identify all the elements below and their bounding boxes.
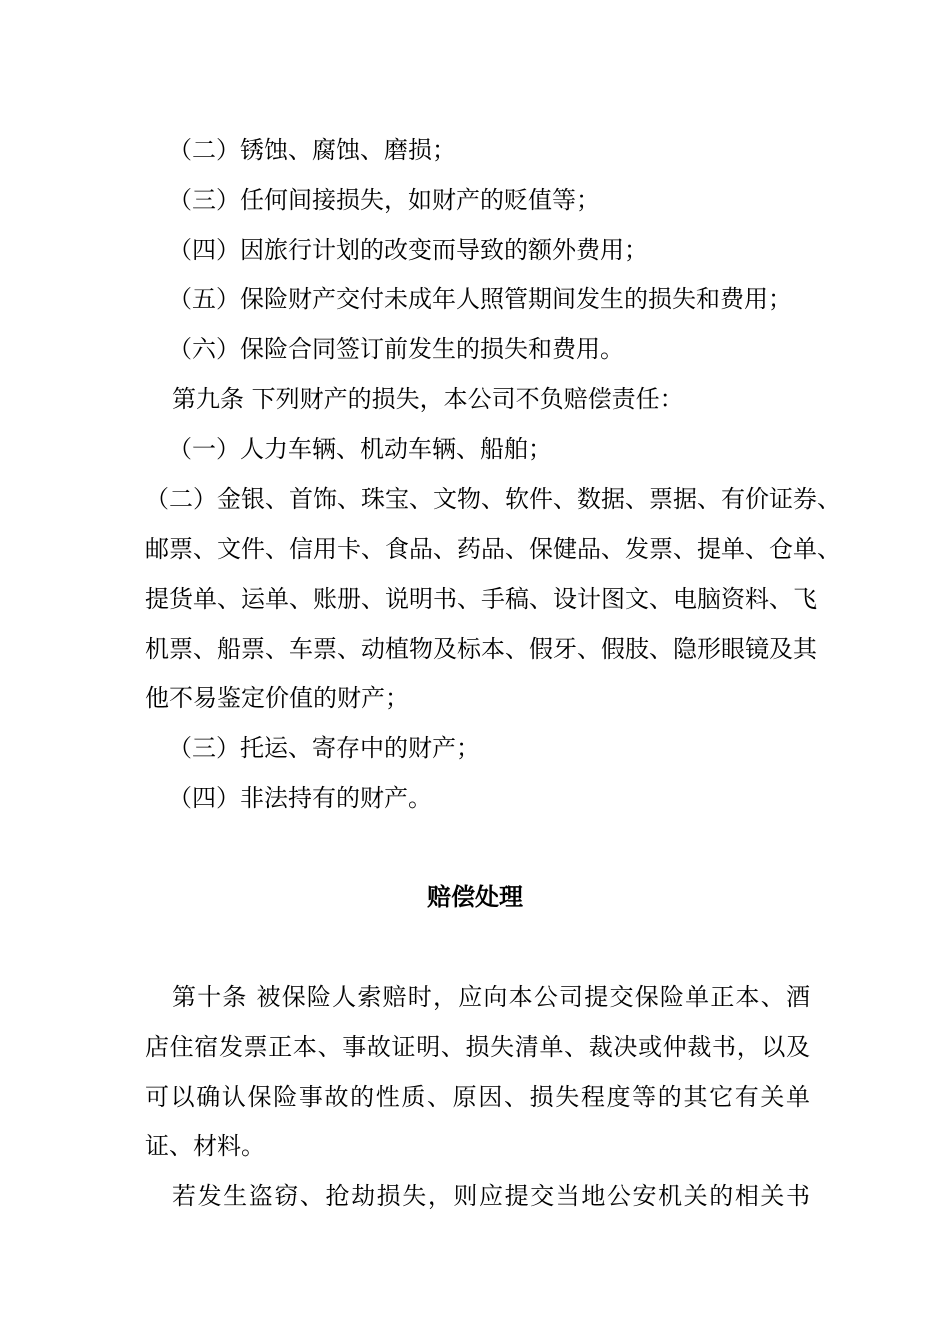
- article-9-item-1: （一）人力车辆、机动车辆、船舶；: [168, 435, 552, 463]
- article-10-theft-paragraph: 若发生盗窃、抢劫损失，则应提交当地公安机关的相关书: [172, 1182, 810, 1210]
- clause-item-4-travel-change: （四）因旅行计划的改变而导致的额外费用；: [168, 236, 648, 264]
- clause-item-5-minor-custody: （五）保险财产交付未成年人照管期间发生的损失和费用；: [168, 285, 792, 313]
- article-9-item-2-line-5: 他不易鉴定价值的财产；: [145, 684, 409, 712]
- section-heading: 赔偿处理: [427, 882, 523, 911]
- article-9-item-3: （三）托运、寄存中的财产；: [168, 734, 480, 762]
- article-10-line-1: 第十条 被保险人索赔时，应向本公司提交保险单正本、酒: [172, 983, 810, 1011]
- article-9-item-2-line-4: 机票、船票、车票、动植物及标本、假牙、假肢、隐形眼镜及其: [145, 635, 817, 663]
- article-9-item-4: （四）非法持有的财产。: [168, 784, 432, 812]
- article-10-line-3: 可以确认保险事故的性质、原因、损失程度等的其它有关单: [145, 1083, 810, 1111]
- article-9-item-2-line-1: （二）金银、首饰、珠宝、文物、软件、数据、票据、有价证券、: [145, 485, 841, 513]
- clause-item-6-pre-contract: （六）保险合同签订前发生的损失和费用。: [168, 335, 624, 363]
- article-9-heading: 第九条 下列财产的损失，本公司不负赔偿责任：: [172, 385, 684, 413]
- article-10-line-4: 证、材料。: [145, 1132, 265, 1160]
- clause-item-3-indirect-loss: （三）任何间接损失，如财产的贬值等；: [168, 186, 600, 214]
- article-9-item-2-line-3: 提货单、运单、账册、说明书、手稿、设计图文、电脑资料、飞: [145, 585, 817, 613]
- article-9-item-2-line-2: 邮票、文件、信用卡、食品、药品、保健品、发票、提单、仓单、: [145, 535, 841, 563]
- article-10-line-2: 店住宿发票正本、事故证明、损失清单、裁决或仲裁书，以及: [145, 1033, 810, 1061]
- clause-item-2-rust: （二）锈蚀、腐蚀、磨损；: [168, 136, 456, 164]
